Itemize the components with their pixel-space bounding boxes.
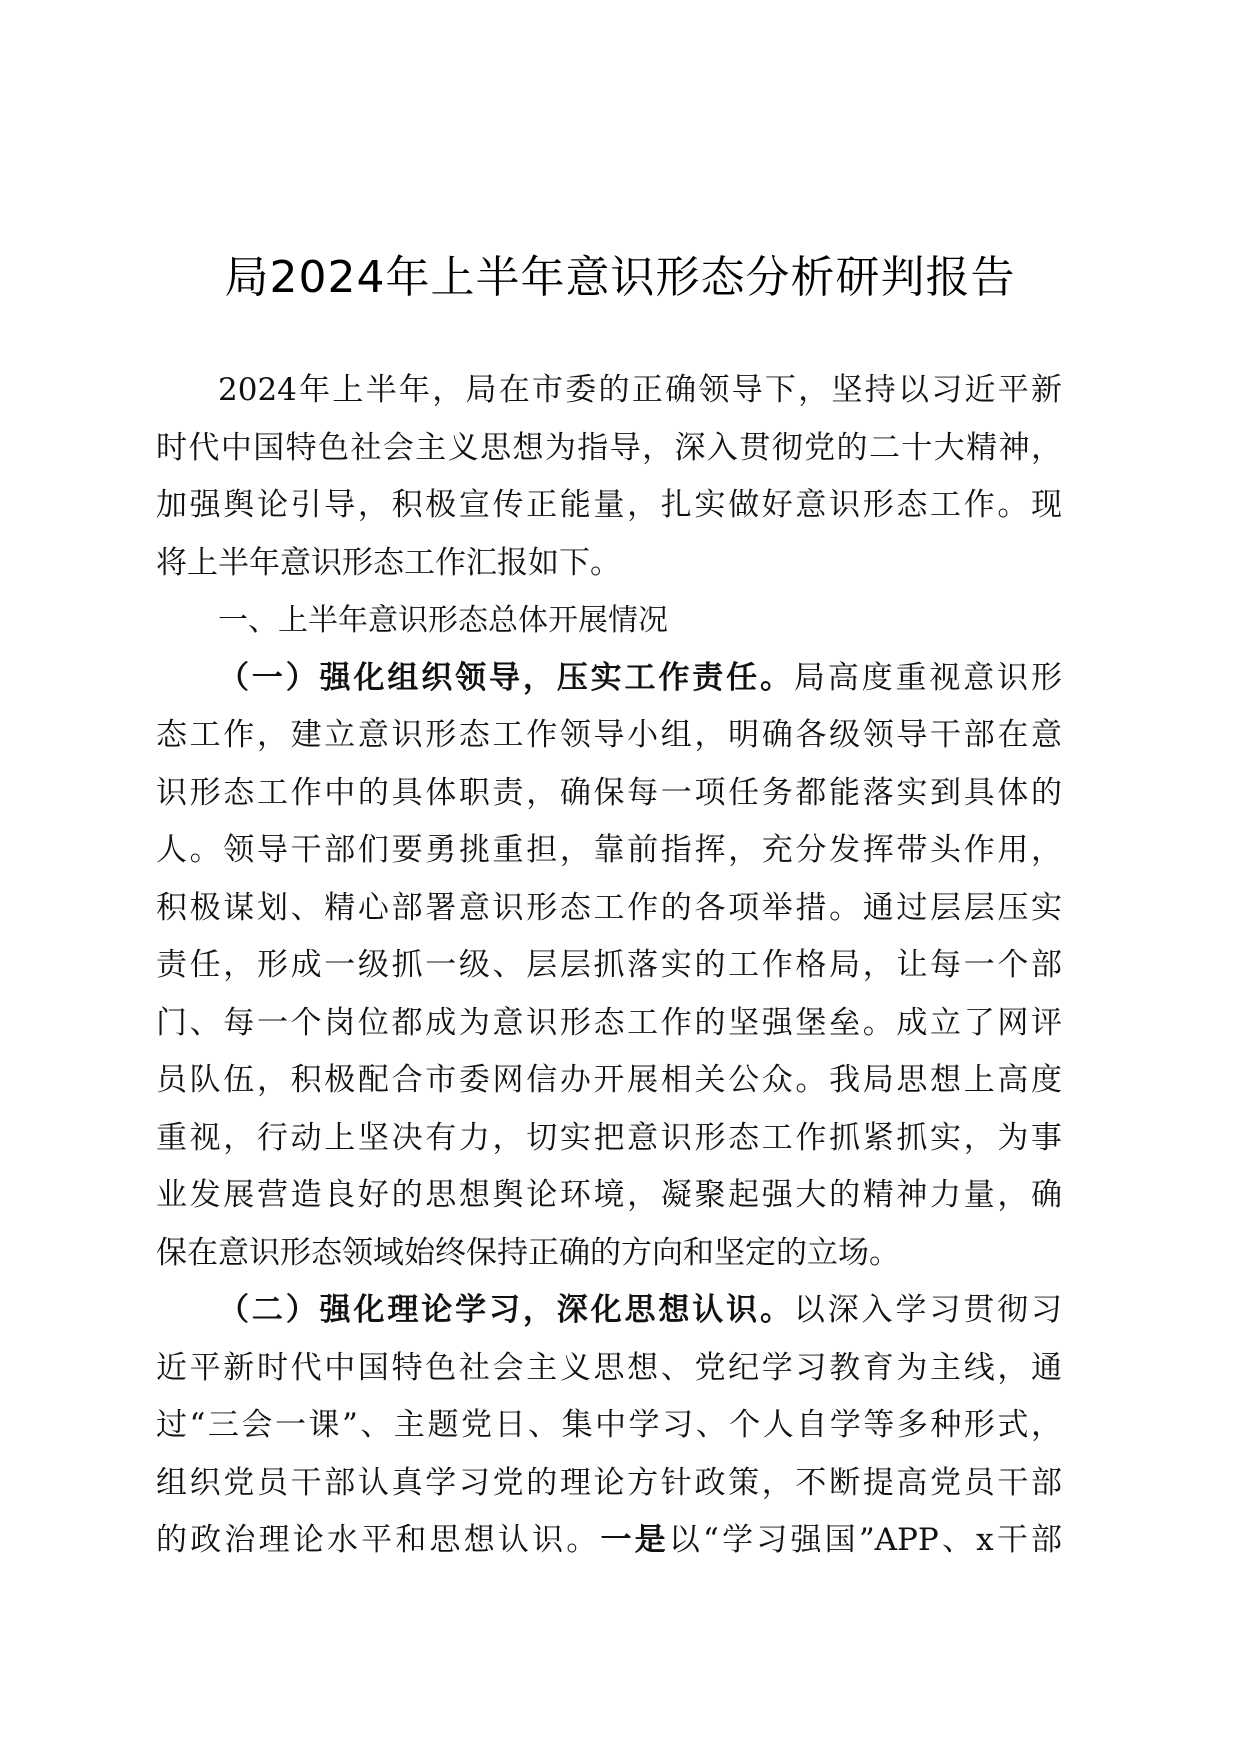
subsection-2-lead-text: 以深入学习贯彻习 <box>793 1292 1062 1328</box>
subsection-1-line: 人。领导干部们要勇挑重担，靠前指挥，充分发挥带头作用， <box>156 832 1062 868</box>
intro-line-3: 加强舆论引导，积极宣传正能量，扎实做好意识形态工作。现 <box>156 487 1062 523</box>
subsection-1-line: 态工作，建立意识形态工作领导小组，明确各级领导干部在意 <box>156 717 1062 753</box>
intro-line-2: 时代中国特色社会主义思想为指导，深入贯彻党的二十大精神， <box>156 429 1062 466</box>
subsection-1-line: 责任，形成一级抓一级、层层抓落实的工作格局，让每一个部 <box>156 947 1062 983</box>
subsection-1-line: 积极谋划、精心部署意识形态工作的各项举措。通过层层压实 <box>156 889 1062 926</box>
subsection-2-heading: （二）强化理论学习，深化思想认识。 <box>218 1292 794 1328</box>
subsection-2-point-marker: 一是 <box>600 1522 669 1558</box>
subsection-2-last-line <box>156 1512 1062 1570</box>
section-heading-1: 一、上半年意识形态总体开展情况 <box>218 603 668 638</box>
intro-line-4: 将上半年意识形态工作汇报如下。 <box>156 544 621 581</box>
subsection-1-line: 业发展营造良好的思想舆论环境，凝聚起强大的精神力量，确 <box>156 1177 1062 1213</box>
subsection-1-line: 员队伍，积极配合市委网信办开展相关公众。我局思想上高度 <box>156 1062 1062 1098</box>
subsection-2-line: 过“三会一课”、主题党日、集中学习、个人自学等多种形式， <box>156 1407 1062 1443</box>
subsection-1-heading: （一）强化组织领导，压实工作责任。 <box>218 659 794 696</box>
subsection-2-line: 组织党员干部认真学习党的理论方针政策，不断提高党员干部 <box>156 1464 1062 1501</box>
subsection-1-line: 门、每一个岗位都成为意识形态工作的坚强堡垒。成立了网评 <box>156 1004 1062 1041</box>
subsection-1-line: 识形态工作中的具体职责，确保每一项任务都能落实到具体的 <box>156 774 1062 811</box>
intro-line-1: 2024年上半年，局在市委的正确领导下，坚持以习近平新 <box>218 372 1062 408</box>
subsection-1-line: 保在意识形态领域始终保持正确的方向和坚定的立场。 <box>156 1234 900 1271</box>
subsection-2-first-line <box>156 1282 1062 1340</box>
subsection-2-last-text-after: 以“学习强国”APP、x干部 <box>668 1522 1063 1558</box>
subsection-1-line: 重视，行动上坚决有力，切实把意识形态工作抓紧抓实，为事 <box>156 1119 1062 1156</box>
document-title: 局2024年上半年意识形态分析研判报告 <box>224 252 1016 303</box>
document-body <box>156 362 1062 1570</box>
subsection-1-first-line <box>156 650 1062 708</box>
subsection-1-lead-text: 局高度重视意识形 <box>793 659 1062 696</box>
subsection-2-last-text: 的政治理论水平和思想认识。 <box>156 1522 601 1558</box>
subsection-2-line: 近平新时代中国特色社会主义思想、党纪学习教育为主线，通 <box>156 1349 1062 1386</box>
